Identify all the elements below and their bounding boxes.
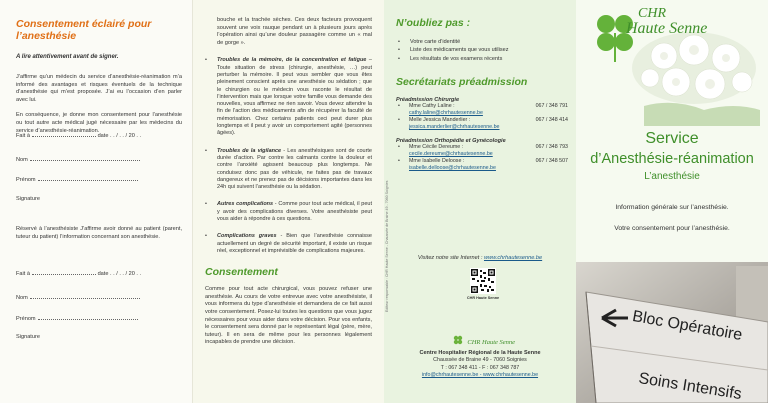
contact-item: • Mme Isabelle Deloose : 067 / 348 507 isabelle.delloose@chrhautesenne.be (396, 158, 568, 172)
contact-email-link[interactable]: jessica.manderlier@chrhautesenne.be (409, 123, 500, 130)
anesthetist-firstname-field[interactable] (16, 314, 138, 322)
qr-code[interactable] (470, 268, 496, 294)
risks-panel (192, 0, 384, 403)
info-panel (384, 0, 576, 403)
contact-email-link[interactable]: cecile.dereume@chrhautesenne.be (409, 150, 493, 157)
risk-item: • Troubles de la vigilance - Les anesthésiques sont de courte durée d’action. Par contre les calmants contre la douleur et contre l’anxiété agissent beaucoup plus longtemps. Ne conduisez donc pas de véhicule, ne faites pas de travaux dangereux et ne prenez pas de décisions importantes dans les 24h qui suivent l’anesthésie ou la sédation. (203, 148, 372, 192)
surgery-label: Préadmission Chirurgie (396, 96, 460, 103)
risks-intro: bouche et la trachée sèches. Ces deux facteurs provoquent souvent une voix rauque pendant un à plusieurs jours après l’opération ainsi qu’une douleur passagère comme un « mal de gorge ». (217, 17, 372, 46)
consent-section-title: Consentement (205, 266, 278, 279)
remember-item: • Votre carte d’identité (396, 39, 568, 46)
clover-icon (453, 335, 463, 345)
website-link[interactable]: www.chrhautesenne.be (483, 255, 543, 261)
consent-title: Consentement éclairé pour l’anesthésie (16, 18, 152, 42)
anesthetist-date-field[interactable] (16, 269, 141, 277)
risk-item: • Complications graves - Bien que l’anesthésie connaisse actuellement un degré de sécurité important, il existe un risque réel, exceptionnel et imprévisible de complications majeures. (203, 233, 372, 255)
cover-panel (576, 0, 768, 403)
date-suffix: date . . / . . / 20 . . (97, 133, 142, 139)
publisher-note: Editeur responsable : CHR Haute Senne - Chaussée de Braine 49 - 7060 Soignies (385, 180, 389, 312)
anesthetist-signature-label: Signature (16, 334, 40, 340)
title-department: d’Anesthésie-réanimation (590, 151, 754, 167)
hospital-phone: T : 067 348 411 - F : 067 348 787 (440, 364, 520, 371)
contact-email-link[interactable]: cathy.laline@chrhautesenne.be (409, 109, 483, 116)
hospital-emails[interactable]: info@chrhautesenne.be - www.chrhautesenne.be (421, 372, 539, 379)
name-label: Nom (16, 157, 28, 163)
contact-email-link[interactable]: isabelle.delloose@chrhautesenne.be (409, 164, 496, 171)
logo-haute-senne: Haute Senne (626, 20, 708, 37)
qr-caption: CHR Haute Senne (466, 296, 500, 300)
patient-name-field[interactable] (16, 155, 140, 163)
consent-section-text: Comme pour tout acte chirurgical, vous pouvez refuser une anesthésie. Au cours de votre entrevue avec votre anesthésiste, il vous informera du type d’anesthésie et demandera de ce fait aussi votre consentement. Posez-lui toutes les questions que vous jugez nécessaires pour vous aider dans votre décision. Pour vos enfants, le consentement sera donné par le représentant légal (père, mère, tuteur). Il en sera de même pour les personnes légalement incapables de prendre une décision. (205, 286, 372, 346)
name-label-2: Nom (16, 295, 28, 301)
hospital-name: Centre Hospitalier Régional de la Haute Senne (419, 350, 541, 356)
anesthetist-name-field[interactable] (16, 293, 140, 301)
date-suffix-2: date . . / . . / 20 . . (97, 271, 142, 277)
remember-item: • Les résultats de vos examens récents (396, 56, 568, 63)
contact-item: • Melle Jessica Manderlier : 067 / 348 414 jessica.manderlier@chrhautesenne.be (396, 117, 568, 131)
consent-paragraph-1: J’affirme qu’un médecin du service d’anesthésie-réanimation m’a informé des avantages et risques éventuels de la technique d’anesthésie qui m’est proposée. J’ai eu l’occasion d’en parler avec lui. (16, 74, 182, 103)
date-label-2: Fait à (16, 271, 30, 277)
cover-info-1: Information générale sur l’anesthésie. (615, 204, 729, 211)
anesthetist-reserved-text: Réservé à l’anesthésiste J’affirme avoir donné au patient (parent, tuteur du patient) l’information concernant son anesthésie. (16, 226, 182, 240)
firstname-label: Prénom (16, 177, 36, 183)
sign-soins-intensifs: Soins Intensifs (637, 370, 743, 403)
cover-illustration (584, 6, 764, 126)
contact-item: • Mme Cécile Dereume : 067 / 348 793 cecile.dereume@chrhautesenne.be (396, 144, 568, 158)
logo-chr: CHR (638, 6, 666, 21)
visit-website: Visitez notre site Internet : www.chrhautesenne.be (417, 255, 543, 261)
sign-bloc-operatoire: Bloc Opératoire (631, 308, 744, 345)
risk-item: • Autres complications - Comme pour tout acte médical, il peut y avoir des complications diverses. Votre anesthésiste peut vous aider à répondre à ces questions. (203, 201, 372, 223)
firstname-label-2: Prénom (16, 316, 36, 322)
title-service: Service (645, 130, 699, 147)
cover-info-2: Votre consentement pour l’anesthésie. (614, 225, 730, 232)
remember-list (396, 39, 568, 63)
patient-date-field[interactable] (16, 131, 141, 139)
hospital-address: Chaussée de Braine 49 - 7060 Soignies (433, 357, 527, 364)
patient-firstname-field[interactable] (16, 175, 138, 183)
contact-item: • Mme Cathy Laline : 067 / 348 791 cathy.laline@chrhautesenne.be (396, 103, 568, 117)
risks-list (203, 57, 372, 255)
patient-signature-label: Signature (16, 196, 40, 202)
remember-item: • Liste des médicaments que vous utilisez (396, 47, 568, 54)
consent-paragraph-2: En conséquence, je donne mon consentement pour l’anesthésie ou tout autre acte médical jugé nécessaire par les médecins du service d’anesthésie-réanimation. (16, 112, 182, 134)
date-label: Fait à (16, 133, 30, 139)
hospital-contact-block (384, 350, 576, 380)
ortho-label: Préadmission Orthopédie et Gynécologie (396, 137, 506, 144)
hospital-sign-photo (576, 262, 768, 403)
consent-subtitle: A lire attentivement avant de signer. (16, 54, 119, 60)
cover-title (576, 130, 768, 182)
remember-title: N’oubliez pas : (396, 17, 471, 29)
secretariat-title: Secrétariats préadmission (396, 75, 528, 88)
risk-item: • Troubles de la mémoire, de la concentration et fatigue – Toute situation de stress (chirurgie, anesthésie, …) peut perturber la mémoire. Il peut vous sembler que vous êtes pleinement conscient après une anesthésie ou sédation ; que le chirurgien ou le médecin vous raconte le résultat de l’intervention mais que lorsque votre famille vous demande des nouvelles, vous affirmez ne rien savoir. Vous devez attendre la fin de l’action des médicaments afin de récupérer la faculté de mémorisation. Chez certains patients ceci peut durer plus longtemps et il peut y avoir un comportement agité (personnes âgées). (203, 57, 372, 137)
hospital-logo-small: CHR Haute Senne (444, 331, 524, 349)
title-topic: L’anesthésie (644, 171, 700, 182)
